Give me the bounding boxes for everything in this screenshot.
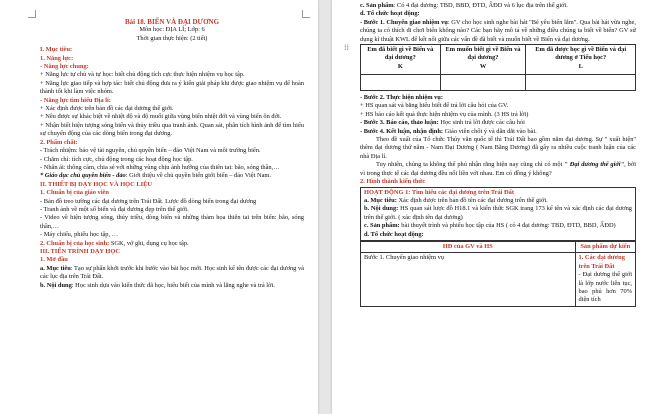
student-prep-line [40, 240, 304, 248]
activity-objective-text: Xác định được trên bản đồ tên các đại dương trên thế giới. [396, 196, 548, 204]
sovereignty-text: : Giới thiệu về chủ quyền biển giới biển – đảo Việt Nam. [125, 172, 271, 180]
paragraph [360, 161, 636, 178]
subject-line: Môn học: ĐỊA LÍ; Lớp: 6 [139, 26, 205, 34]
kwl-letter-l: L [578, 62, 583, 70]
section-objectives: I. Mục tiêu: [40, 46, 73, 54]
paragraph: + HS báo cáo kết quả thực hiện nhiệm vụ của mình. (3 HS trả lời) [360, 110, 529, 118]
step1-text: : GV cho học sinh nghe bài hát "Bé yêu biển lắm". Qua bài hát vừa nghe, chúng ta có thích đi chơi biển không nào? Các bạn hãy mô tả về những điều chúng ta biết về biển? GV sử dụng kĩ thuật KWL để kết nối giữa các vấn đề đã biết và muốn biết về Biển và đại dương. [360, 18, 636, 43]
sovereignty-label: * Giáo dục chủ quyền biển - đảo [40, 172, 126, 180]
paragraph: + Năng lực tự chủ và tự học: biết chủ động tích cực thực hiện nhiệm vụ học tập. [40, 71, 245, 79]
margin-corner-mark [28, 10, 36, 18]
product-label: c. Sản phẩm [360, 2, 394, 9]
lesson-title: Bài 18. BIỂN VÀ ĐẠI DƯƠNG [124, 18, 220, 26]
paragraph [364, 205, 632, 222]
section-qualities: 2. Phẩm chất: [40, 138, 78, 146]
content-text: : Học sinh dựa vào kiến thức đã học, hiểu biết của mình và lắng nghe và trả lời. [71, 281, 275, 289]
activity-objective-label: a. Mục tiêu: [364, 196, 397, 204]
step3-text: Học sinh trả lời được các câu hỏi [438, 119, 525, 127]
objective-label: a. Mục tiêu [40, 264, 71, 272]
paragraph: + Xác định được trên bản đồ các đại dương thế giới. [40, 105, 174, 113]
kwl-header-l: Em đã được học gì về Biển và đại dương ở Tiểu học? L [526, 45, 636, 75]
right-page [332, 0, 650, 414]
student-prep-heading: 2. Chuẩn bị của học sinh: [40, 239, 110, 247]
paragraph [40, 172, 304, 180]
intro-text: Tuy nhiên, chúng ta không thể phủ nhận rằng hiện nay cũng chỉ có một [376, 161, 563, 169]
kwl-cell-w[interactable] [440, 75, 526, 91]
activity-content-label: b. Nội dung: [364, 205, 399, 213]
paragraph: + HS quan sát và bằng hiểu biết để trả lời câu hỏi của GV. [360, 102, 509, 110]
activity-organize-label: d. Tổ chức hoạt động: [364, 230, 424, 238]
kwl-header-w: Em muốn biết gì về Biển và đại dương? W [440, 45, 526, 75]
student-prep-text: SGK, vở ghi, dụng cụ học tập. [109, 239, 189, 247]
paragraph: - Chăm chỉ: tích cực, chủ động trong các hoạt động học tập. [40, 155, 193, 163]
step1-label: - Bước 1. Chuyển giao nhiệm vụ [360, 18, 448, 26]
general-competence-heading: - Năng lực chung: [40, 63, 89, 71]
paragraph [360, 19, 636, 44]
organize-heading: d. Tổ chức hoạt động: [360, 10, 420, 18]
paragraph: - Máy chiếu, phiếu học tập, … [40, 231, 119, 239]
step4-text: Giáo viên chốt ý và dẫn dắt vào bài. [443, 127, 537, 135]
drag-handle-icon[interactable]: ⁞⁞ [344, 43, 350, 52]
activity-title: HOẠT ĐỘNG 1: Tìm hiểu các đại dương trên Trái Đất [364, 188, 514, 196]
knowledge-heading: 2. Hình thành kiến thức [360, 178, 426, 186]
left-page [0, 0, 318, 414]
table-header-product: Sản phẩm dự kiến [575, 241, 636, 252]
oceans-text: - Đại dương thế giới là lớp nước liên tục, bao phủ hơn 70% diện tích [578, 271, 632, 304]
paragraph [364, 222, 632, 230]
table-cell-step1: Bước 1. Chuyển giao nhiệm vụ [361, 253, 576, 306]
paragraph: - Trách nhiệm: bảo vệ tài nguyên, chủ quyền biển – đảo Việt Nam và môi trường biển. [40, 147, 261, 155]
step4-label: - Bước 4. Kết luận, nhận định: [360, 127, 444, 135]
paragraph [40, 282, 304, 290]
paragraph [360, 2, 636, 10]
objective-text: : Tạo sự phấn khởi trước khi bước vào bài học mới. Học sinh kể tên được các đại dương và các lục địa trên Trái Đất. [40, 264, 304, 281]
geography-competence-heading: - Năng lực tìm hiểu Địa lí: [40, 96, 111, 104]
duration-line: Thời gian thực hiện: (2 tiết) [136, 34, 208, 42]
activity-table [360, 241, 636, 307]
paragraph [40, 265, 304, 282]
paragraph: - Video về hiện tượng sóng, thủy triều, dòng biển và những thảm họa thiên tai trên biển: bão, sóng thần,… [40, 214, 304, 230]
section-equipment: II. THIẾT BỊ DẠY HỌC VÀ HỌC LIỆU [40, 180, 152, 188]
activity-product-label: c. Sản phẩm: [364, 222, 400, 230]
kwl-cell-l[interactable] [526, 75, 636, 91]
table-header-activity: HĐ của GV và HS [361, 241, 576, 252]
paragraph [360, 119, 636, 127]
activity-content-text: HS quan sát lược đồ H18.1 và kiến thức SGK trang 173 kể tên và xác định các đại dương trên thế giới. ( xác định tên đại dương) [364, 205, 632, 221]
paragraph: Theo đề xuất của Tổ chức Thủy văn quốc tế thì Trái Đất bao gồm năm đại dương. Sự " xuất hiện" thêm đại dương thứ năm - Nam Đại Dương ( Nam Băng Dương) đã gây ra nhiều cuộc tranh luận của các nhà Địa lí. [360, 136, 636, 160]
paragraph: + Nêu được sự khác biệt về nhiệt độ và độ muối giữa vùng biển nhiệt đới và vùng biển ôn đới. [40, 113, 282, 121]
content-label: b. Nội dung [40, 281, 72, 289]
activity-box [360, 187, 636, 241]
paragraph [360, 128, 636, 136]
intro-text-rest: , bởi vì trong thực tế các đại dương đều nối liền với nhau. Em có đồng ý không? [360, 161, 636, 177]
opening-heading: 1. Mở đầu [40, 256, 68, 264]
section-competence: 1. Năng lực: [40, 54, 74, 62]
paragraph: - Bản đồ treo tường các đại dương trên Trái Đất. Lược đồ dòng biển trong đại dương [40, 197, 257, 205]
kwl-letter-w: W [479, 62, 487, 70]
activity-product-text: bài thuyết trình và phiếu học tập của HS ( có 4 đại dương: TBD, ĐTD, BBD, ẤĐD) [399, 222, 616, 230]
paragraph: - Nhân ái: thông cảm, chia sẻ với những vùng chịu ảnh hưởng của thiên tai: bão, sóng thần,… [40, 163, 280, 171]
kwl-cell-k[interactable] [361, 75, 441, 91]
step2-label: - Bước 2. Thực hiện nhiệm vụ: [360, 94, 443, 102]
section-process: III. TIẾN TRÌNH DẠY HỌC [40, 247, 120, 255]
table-cell-product [575, 253, 636, 306]
kwl-header-k: Em đã biết gì về Biển và đại dương? K [361, 45, 441, 75]
paragraph: + Năng lực giao tiếp và hợp tác: biết chủ động đưa ra ý kiến giải pháp khi được giao nhiệm vụ để hoàn thành tốt khi làm việc nhóm. [40, 79, 304, 96]
product-text: : Có 4 đại dương: TBD, BBD, ĐTD, ẤĐD và 6 lục địa trên thế giới. [393, 2, 568, 9]
kwl-letter-k: K [397, 62, 403, 70]
margin-corner-mark [302, 10, 310, 18]
paragraph: + Nhận biết hiện tượng sóng biển và thủy triều qua tranh ảnh. Quan sát, phân tích hình ảnh để tìm hiểu sự chuyển động của các dòng biển trong đại dương. [40, 121, 304, 138]
kwl-table [360, 44, 636, 91]
teacher-prep-heading: 1. Chuẩn bị của giáo viên [40, 189, 109, 197]
paragraph [364, 197, 632, 205]
oceans-heading: 1. Các đại dương trên Trái Đất [578, 254, 625, 270]
paragraph: - Tranh ảnh về một số biển và đại dương đẹp trên thế giới. [40, 205, 189, 213]
world-ocean-phrase: " Đại dương thế giới" [564, 161, 625, 169]
step3-label: - Bước 3. Báo cáo, thảo luận: [360, 119, 439, 127]
